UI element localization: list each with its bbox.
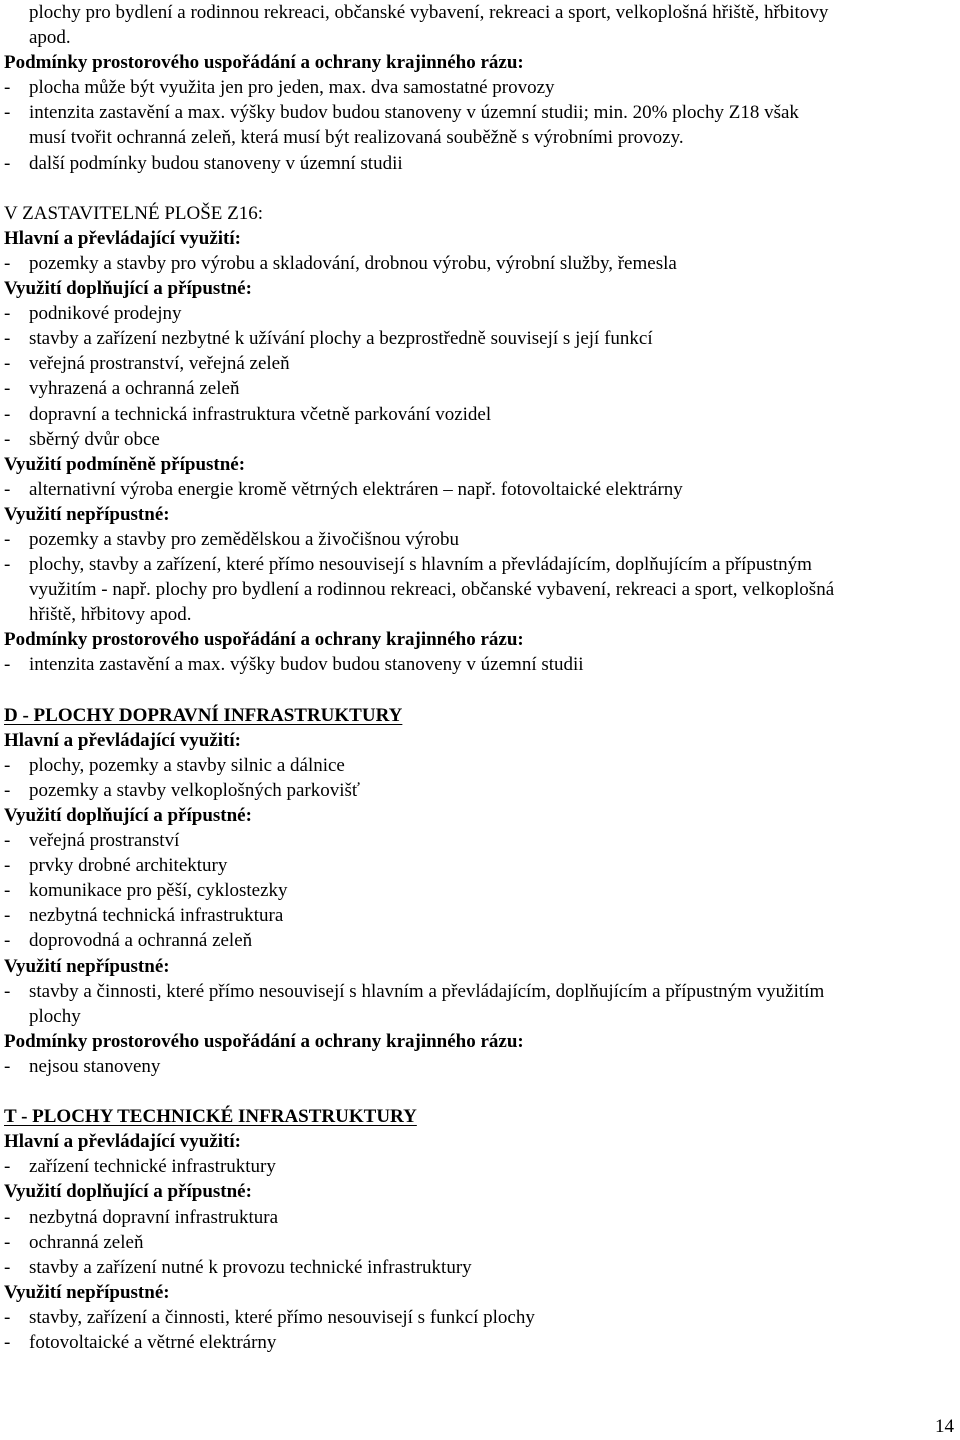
subsection-heading: Využití podmíněně přípustné: (4, 453, 246, 475)
list-item (4, 427, 954, 452)
list-bullet: - (4, 930, 11, 952)
list-bullet: - (4, 378, 11, 400)
list-item-text: stavby a zařízení nutné k provozu technické infrastruktury (29, 1256, 472, 1278)
list-item-text: veřejná prostranství, veřejná zeleň (29, 353, 290, 375)
subsection-heading: Využití nepřípustné: (4, 503, 170, 525)
list-bullet: - (4, 554, 11, 576)
list-item-text: alternativní výroba energie kromě větrných elektráren – např. fotovoltaické elektrárny (29, 478, 683, 500)
list-item (4, 1054, 954, 1079)
list-item-text: pozemky a stavby pro zemědělskou a živočišnou výrobu (29, 528, 460, 550)
paragraph-spacer (4, 176, 954, 201)
subsection-heading: Využití nepřípustné: (4, 955, 170, 977)
list-item-text: intenzita zastavění a max. výšky budov budou stanoveny v územní studii; min. 20% plochy Z18 však (29, 102, 799, 124)
list-item (4, 1330, 954, 1355)
list-item (4, 100, 954, 125)
list-item (4, 376, 954, 401)
paragraph-spacer (4, 678, 954, 703)
subsection-heading: Využití nepřípustné: (4, 1281, 170, 1303)
document-body (4, 0, 954, 1355)
list-bullet: - (4, 328, 11, 350)
list-item (4, 903, 954, 928)
continuation-line: využitím - např. plochy pro bydlení a rodinnou rekreaci, občanské vybavení, rekreaci a sport, velkoplošná (29, 579, 835, 601)
section-title: T - PLOCHY TECHNICKÉ INFRASTRUKTURY (4, 1106, 417, 1128)
list-item-text: komunikace pro pěší, cyklostezky (29, 880, 288, 902)
continuation-line: plochy pro bydlení a rodinnou rekreaci, občanské vybavení, rekreaci a sport, velkoplošná hřiště, hřbitovy (29, 2, 829, 23)
subsection-heading: Hlavní a převládající využití: (4, 729, 241, 751)
list-item-text: sběrný dvůr obce (29, 428, 160, 450)
subsection-heading: Využití doplňující a přípustné: (4, 278, 252, 300)
subsection-heading: Podmínky prostorového uspořádání a ochrany krajinného rázu: (4, 1030, 524, 1052)
list-bullet: - (4, 303, 11, 325)
list-item (4, 477, 954, 502)
subsection-heading: Hlavní a převládající využití: (4, 227, 241, 249)
list-bullet: - (4, 102, 11, 124)
list-item-text: prvky drobné architektury (29, 855, 228, 877)
list-bullet: - (4, 1331, 11, 1353)
section-title: D - PLOCHY DOPRAVNÍ INFRASTRUKTURY (4, 704, 403, 726)
list-item-text: podnikové prodejny (29, 303, 182, 325)
list-item (4, 351, 954, 376)
continuation-line: musí tvořit ochranná zeleň, která musí být realizovaná souběžně s výrobními provozy. (29, 127, 684, 149)
continuation-line: apod. (29, 27, 71, 49)
list-bullet: - (4, 1206, 11, 1228)
list-bullet: - (4, 1231, 11, 1253)
list-bullet: - (4, 428, 11, 450)
list-item-text: pozemky a stavby velkoplošných parkovišť (29, 779, 361, 801)
continuation-line: plochy (29, 1005, 81, 1027)
list-item-text: další podmínky budou stanoveny v územní studii (29, 152, 403, 174)
list-item-text: stavby a zařízení nezbytné k užívání plochy a bezprostředně souvisejí s její funkcí (29, 328, 653, 350)
list-item (4, 979, 954, 1004)
subsection-heading: Hlavní a převládající využití: (4, 1131, 241, 1153)
list-item-text: zařízení technické infrastruktury (29, 1156, 276, 1178)
paragraph-spacer (4, 1079, 954, 1104)
list-item (4, 928, 954, 953)
list-item-text: fotovoltaické a větrné elektrárny (29, 1331, 277, 1353)
list-bullet: - (4, 880, 11, 902)
list-item-text: nejsou stanoveny (29, 1055, 161, 1077)
list-item (4, 402, 954, 427)
continuation-line: hřiště, hřbitovy apod. (29, 604, 192, 626)
list-bullet: - (4, 478, 11, 500)
list-item (4, 527, 954, 552)
list-item-text: vyhrazená a ochranná zeleň (29, 378, 240, 400)
list-item (4, 326, 954, 351)
list-item (4, 301, 954, 326)
list-bullet: - (4, 855, 11, 877)
list-item (4, 1255, 954, 1280)
list-item-text: plocha může být využita jen pro jeden, max. dva samostatné provozy (29, 77, 555, 99)
list-bullet: - (4, 528, 11, 550)
list-bullet: - (4, 754, 11, 776)
list-item-text: nezbytná technická infrastruktura (29, 905, 284, 927)
list-item (4, 1205, 954, 1230)
list-item-text: veřejná prostranství (29, 830, 180, 852)
list-bullet: - (4, 779, 11, 801)
list-item-text: pozemky a stavby pro výrobu a skladování, drobnou výrobu, výrobní služby, řemesla (29, 252, 677, 274)
list-item (4, 753, 954, 778)
list-item (4, 652, 954, 677)
list-item (4, 828, 954, 853)
list-item (4, 151, 954, 176)
list-bullet: - (4, 830, 11, 852)
list-item-text: intenzita zastavění a max. výšky budov budou stanoveny v územní studii (29, 654, 584, 676)
list-bullet: - (4, 905, 11, 927)
list-bullet: - (4, 980, 11, 1002)
list-item-text: doprovodná a ochranná zeleň (29, 930, 253, 952)
list-bullet: - (4, 252, 11, 274)
list-item-text: plochy, pozemky a stavby silnic a dálnice (29, 754, 345, 776)
list-item (4, 1154, 954, 1179)
subsection-heading: Podmínky prostorového uspořádání a ochrany krajinného rázu: (4, 629, 524, 651)
list-item (4, 552, 954, 577)
list-item (4, 1305, 954, 1330)
page-number: 14 (935, 1416, 954, 1437)
list-item-text: stavby a činnosti, které přímo nesouvisejí s hlavním a převládajícím, doplňujícím a přípustným využitím (29, 980, 825, 1002)
list-item-text: ochranná zeleň (29, 1231, 144, 1253)
list-bullet: - (4, 1055, 11, 1077)
list-bullet: - (4, 77, 11, 99)
list-bullet: - (4, 1306, 11, 1328)
list-item (4, 75, 954, 100)
list-item-text: dopravní a technická infrastruktura včetně parkování vozidel (29, 403, 492, 425)
list-bullet: - (4, 152, 11, 174)
list-item (4, 251, 954, 276)
list-item (4, 878, 954, 903)
list-bullet: - (4, 1156, 11, 1178)
list-bullet: - (4, 403, 11, 425)
list-item (4, 853, 954, 878)
subsection-heading: Využití doplňující a přípustné: (4, 1181, 252, 1203)
list-bullet: - (4, 353, 11, 375)
list-item (4, 1230, 954, 1255)
text-line: V ZASTAVITELNÉ PLOŠE Z16: (4, 202, 264, 224)
list-item-text: nezbytná dopravní infrastruktura (29, 1206, 279, 1228)
subsection-heading: Podmínky prostorového uspořádání a ochrany krajinného rázu: (4, 52, 524, 74)
list-bullet: - (4, 1256, 11, 1278)
list-item-text: stavby, zařízení a činnosti, které přímo nesouvisejí s funkcí plochy (29, 1306, 535, 1328)
list-item-text: plochy, stavby a zařízení, které přímo nesouvisejí s hlavním a převládajícím, doplňujícím a přípustným (29, 554, 812, 576)
list-item (4, 778, 954, 803)
list-bullet: - (4, 654, 11, 676)
subsection-heading: Využití doplňující a přípustné: (4, 805, 252, 826)
